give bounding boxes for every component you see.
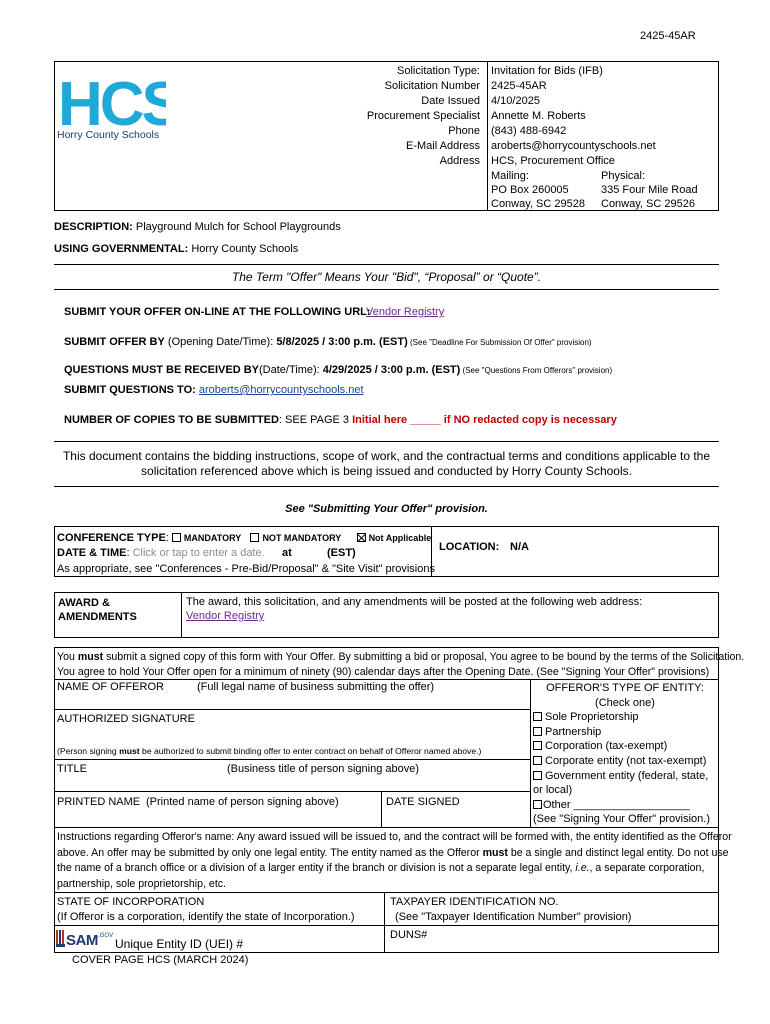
submit-by-paren: (Opening Date/Time): (164, 336, 277, 348)
date-signed-label: DATE SIGNED (386, 796, 460, 808)
physical-address (601, 169, 698, 211)
submit-by-note: (See "Deadline For Submission Of Offer" provision) (407, 338, 592, 347)
value-phone: (843) 488-6942 (491, 125, 567, 137)
hcs-logo-graphic (58, 73, 166, 129)
entity-option-partnership: Partnership (533, 725, 717, 740)
award-text: The award, this solicitation, and any amendments will be posted at the following web address: (186, 596, 643, 608)
printed-name-hint: (Printed name of person signing above) (146, 796, 339, 808)
entity-type-panel (533, 681, 717, 827)
incorporation-hint: (If Offeror is a corporation, identify the state of Incorporation.) (57, 911, 355, 923)
title-rule-top (54, 759, 530, 760)
value-solicitation-type: Invitation for Bids (IFB) (491, 65, 603, 77)
label-procurement-specialist: Procurement Specialist (366, 110, 480, 122)
value-address: HCS, Procurement Office (491, 155, 615, 167)
label-email: E-Mail Address (406, 140, 480, 152)
offeror-name-input[interactable] (54, 694, 530, 708)
title-label: TITLE (57, 763, 87, 775)
instructions-line2: above. An offer may be submitted by only one legal entity. The entity named as the Offeror must be a single and distinct legal entity. Do not use (57, 846, 729, 859)
uei-label: Unique Entity ID (UEI) # (115, 937, 244, 951)
instructions-line1: Instructions regarding Offeror's name: Any award issued will be issued to, and the contract will be formed with, the entity identified as the Offeror (57, 831, 732, 843)
document-number: 2425-45AR (640, 30, 696, 42)
location-label: LOCATION: (439, 541, 500, 553)
hcs-logo (58, 73, 170, 133)
taxpayer-label: TAXPAYER IDENTIFICATION NO. (390, 896, 559, 908)
mandatory-label: MANDATORY (183, 533, 242, 543)
offer-intro-line2: You agree to hold Your Offer open for a minimum of ninety (90) calendar days after the Opening Date. (See "Signing Your Offer" provisions) (57, 666, 710, 678)
signature-note: (Person signing must be authorized to submit binding offer to enter contract on behalf of Offeror named above.) (57, 746, 482, 756)
term-offer-text: The Term "Offer" Means Your "Bid", “Proposal” or “Quote”. (231, 270, 542, 284)
svg-text:.GOV: .GOV (98, 933, 114, 939)
incorporation-rule-top (54, 892, 719, 893)
entity-option-sole: Sole Proprietorship (533, 710, 717, 725)
hcs-logo-letters: HCS (58, 73, 166, 129)
governmental-label: USING GOVERNMENTAL: (54, 243, 189, 255)
partnership-checkbox[interactable] (533, 727, 542, 736)
duns-label: DUNS# (390, 929, 428, 941)
label-address: Address (439, 155, 480, 167)
term-rule-bottom (54, 289, 719, 290)
header-divider (487, 61, 488, 211)
entity-title: OFFEROR'S TYPE OF ENTITY: (546, 682, 704, 694)
governmental-value: Horry County Schools (191, 243, 299, 255)
conference-appropriate-note: As appropriate, see "Conferences - Pre-Bid/Proposal" & "Site Visit" provisions (57, 563, 435, 575)
copies-label: NUMBER OF COPIES TO BE SUBMITTED (64, 414, 279, 426)
printed-name-input[interactable] (54, 810, 380, 826)
offeror-rule-top (54, 679, 719, 680)
entity-option-other: Other ___________________ (533, 798, 717, 813)
title-input[interactable] (54, 777, 530, 790)
instructions-text (57, 830, 732, 892)
term-rule-top (54, 264, 719, 265)
taxpayer-hint: (See "Taxpayer Identification Number" provision) (395, 911, 632, 923)
questions-by-paren: (Date/Time): (258, 364, 323, 376)
conference-type-row: CONFERENCE TYPE: MANDATORY NOT MANDATORY Not Applicable (57, 532, 432, 544)
instructions-line4: partnership, sole proprietorship, etc. (57, 877, 226, 890)
description-value: Playground Mulch for School Playgrounds (135, 221, 341, 233)
mailing-line2: Conway, SC 29528 (491, 198, 585, 210)
header-values (491, 64, 717, 169)
conference-date-input[interactable]: Click or tap to enter a date. (132, 547, 265, 559)
printed-rule-top (54, 791, 530, 792)
award-label-line1: AWARD & (58, 597, 110, 609)
entity-see-note: (See "Signing Your Offer" provision.) (533, 813, 710, 826)
taxpayer-divider (384, 892, 385, 953)
label-solicitation-number: Solicitation Number (384, 80, 480, 92)
corporate-entity-checkbox[interactable] (533, 756, 542, 765)
mailing-line1: PO Box 260005 (491, 184, 569, 196)
value-date-issued: 4/10/2025 (491, 95, 540, 107)
submit-offer-by (64, 336, 592, 348)
conference-at: at (282, 547, 292, 559)
number-of-copies (64, 414, 617, 426)
location-value: N/A (510, 541, 529, 553)
entity-check-one: (Check one) (595, 696, 655, 709)
physical-label: Physical: (601, 170, 646, 182)
questions-by-note: (See "Questions From Offerors" provision) (460, 366, 613, 375)
copies-initial-note: Initial here _____ if NO redacted copy is necessary (352, 414, 617, 426)
offeror-label: NAME OF OFFEROR (57, 681, 164, 693)
offer-intro-line1: You must submit a signed copy of this form with Your Offer. By submitting a bid or proposal, You agree to be bound by the terms of the Solicitation. (57, 651, 745, 663)
entity-local: or local) (533, 784, 573, 797)
label-solicitation-type: Solicitation Type: (397, 65, 480, 77)
questions-received-by (64, 364, 612, 376)
date-signed-input[interactable] (382, 810, 529, 826)
label-date-issued: Date Issued (421, 95, 480, 107)
logo-subtitle: Horry County Schools (57, 129, 160, 141)
see-submitting-note: See "Submitting Your Offer" provision. (285, 503, 488, 515)
conference-date-row: DATE & TIME: Click or tap to enter a date. (57, 547, 265, 559)
government-entity-checkbox[interactable] (533, 771, 542, 780)
submit-url-label: SUBMIT YOUR OFFER ON-LINE AT THE FOLLOWING URL: (64, 306, 371, 318)
conference-type-label: CONFERENCE TYPE (57, 532, 166, 544)
award-label-line2: AMENDMENTS (58, 611, 137, 623)
signature-input[interactable] (54, 727, 530, 743)
instructions-rule-top (54, 827, 719, 828)
not-applicable-label: Not Applicable (368, 533, 432, 543)
governmental-line (54, 243, 298, 255)
entity-option-government: Government entity (federal, state, (533, 769, 717, 784)
sam-gov-logo-graphic (56, 927, 114, 949)
submit-questions-label: SUBMIT QUESTIONS TO: (64, 384, 199, 396)
uei-rule-top (54, 925, 719, 926)
physical-line2: Conway, SC 29526 (601, 198, 695, 210)
not-mandatory-checkbox[interactable] (250, 533, 259, 542)
header-labels (300, 64, 480, 169)
label-phone: Phone (448, 125, 480, 137)
not-mandatory-label: NOT MANDATORY (262, 533, 342, 543)
entity-divider (530, 679, 531, 827)
title-hint: (Business title of person signing above) (227, 763, 419, 775)
entity-option-corporation: Corporation (tax-exempt) (533, 739, 717, 754)
other-checkbox[interactable] (533, 800, 542, 809)
award-vendor-registry-link[interactable]: Vendor Registry (186, 610, 265, 622)
value-solicitation-number: 2425-45AR (491, 80, 547, 92)
incorporation-label: STATE OF INCORPORATION (57, 896, 205, 908)
bidding-line1: This document contains the bidding instructions, scope of work, and the contractual terms and conditions applicable to the (62, 449, 711, 463)
bidding-rule-top (54, 441, 719, 442)
questions-email-link[interactable]: aroberts@horrycountyschools.net (198, 384, 364, 396)
award-label (58, 596, 137, 624)
submit-questions (64, 384, 364, 396)
value-email: aroberts@horrycountyschools.net (491, 140, 656, 152)
corporation-checkbox[interactable] (533, 741, 542, 750)
bidding-line2: solicitation referenced above which is being issued and conducted by Horry County Schools. (141, 464, 632, 478)
conference-est: (EST) (327, 547, 356, 559)
instructions-line3: the name of a branch office or a division of a larger entity if the branch or division is not a separate legal entity, i.e., a separate corporation, (57, 862, 705, 874)
signature-label: AUTHORIZED SIGNATURE (57, 713, 195, 725)
sam-gov-logo (56, 927, 114, 949)
award-divider (181, 592, 182, 638)
sole-proprietorship-checkbox[interactable] (533, 712, 542, 721)
questions-by-date: 4/29/2025 / 3:00 p.m. (EST) (322, 364, 461, 376)
svg-text:SAM: SAM (66, 932, 98, 949)
value-procurement-specialist: Annette M. Roberts (491, 110, 586, 122)
offeror-hint: (Full legal name of business submitting the offer) (197, 681, 435, 693)
physical-line1: 335 Four Mile Road (601, 184, 698, 196)
description-line (54, 221, 341, 233)
mailing-address (491, 169, 585, 211)
incorporation-field (57, 895, 355, 925)
questions-by-label: QUESTIONS MUST BE RECEIVED BY (64, 364, 259, 376)
bidding-statement (54, 449, 719, 479)
submit-by-date: 5/8/2025 / 3:00 p.m. (EST) (276, 336, 408, 348)
printed-name-label: PRINTED NAME (57, 796, 141, 808)
taxpayer-field (390, 895, 631, 925)
mandatory-checkbox[interactable] (172, 533, 181, 542)
cover-page-footer: COVER PAGE HCS (MARCH 2024) (72, 954, 249, 966)
mailing-label: Mailing: (491, 170, 529, 182)
conference-date-label: DATE & TIME (57, 547, 127, 559)
bidding-rule-bottom (54, 486, 719, 487)
copies-text: : SEE PAGE 3 (278, 414, 353, 426)
vendor-registry-link[interactable]: Vendor Registry (366, 306, 445, 318)
entity-option-corporate-entity: Corporate entity (not tax-exempt) (533, 754, 717, 769)
offer-intro (57, 650, 744, 680)
description-label: DESCRIPTION: (54, 221, 133, 233)
signature-rule-top (54, 709, 530, 710)
not-applicable-checkbox[interactable] (357, 533, 366, 542)
submit-by-label: SUBMIT OFFER BY (64, 336, 165, 348)
